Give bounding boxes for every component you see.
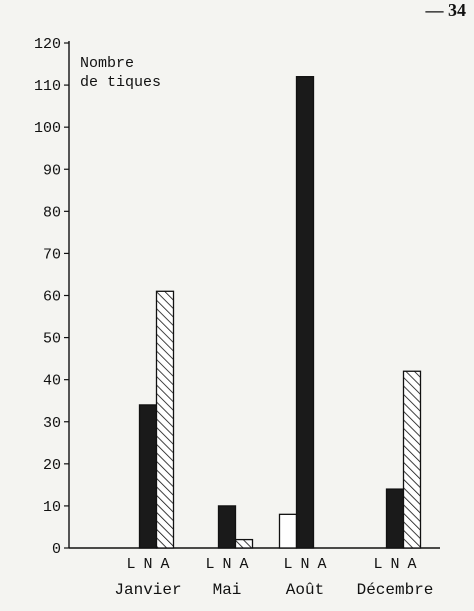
x-category-label-Août: Août bbox=[285, 581, 325, 599]
stage-label-Mai-L: L bbox=[205, 556, 215, 573]
y-tick-label-0: 0 bbox=[51, 541, 61, 558]
x-category-label-Mai: Mai bbox=[212, 581, 242, 599]
bar-Août-N bbox=[297, 77, 314, 548]
stage-label-Janvier-A: A bbox=[160, 556, 170, 573]
stage-label-Août-L: L bbox=[283, 556, 293, 573]
bar-Août-L bbox=[280, 514, 297, 548]
y-tick-label-110: 110 bbox=[33, 78, 61, 96]
stage-label-Août-N: N bbox=[300, 556, 310, 573]
bar-Mai-N bbox=[219, 506, 236, 548]
labels bbox=[80, 55, 433, 599]
y-tick-label-100: 100 bbox=[33, 120, 61, 138]
stage-label-Décembre-L: L bbox=[373, 556, 383, 573]
y-tick-label-20: 20 bbox=[42, 456, 61, 474]
page-number: — 34 bbox=[425, 0, 466, 20]
bar-Janvier-A bbox=[157, 291, 174, 548]
bar-Décembre-N bbox=[387, 489, 404, 548]
y-tick-label-90: 90 bbox=[42, 162, 61, 180]
stage-label-Août-A: A bbox=[317, 556, 327, 573]
y-tick-label-80: 80 bbox=[42, 204, 61, 222]
stage-label-Mai-N: N bbox=[222, 556, 232, 573]
stage-label-Décembre-A: A bbox=[407, 556, 417, 573]
stage-label-Janvier-N: N bbox=[143, 556, 153, 573]
y-axis-label-line-1: Nombre bbox=[80, 55, 135, 72]
y-tick-label-30: 30 bbox=[42, 414, 61, 432]
y-tick-label-60: 60 bbox=[42, 288, 61, 306]
y-tick-label-50: 50 bbox=[42, 330, 61, 348]
axes bbox=[34, 36, 440, 558]
y-tick-label-40: 40 bbox=[42, 372, 61, 390]
y-tick-label-10: 10 bbox=[42, 498, 61, 516]
bar-Décembre-A bbox=[404, 371, 421, 548]
bars bbox=[140, 77, 421, 548]
stage-label-Janvier-L: L bbox=[126, 556, 136, 573]
y-tick-label-120: 120 bbox=[33, 36, 61, 53]
stage-label-Mai-A: A bbox=[239, 556, 249, 573]
bar-Janvier-N bbox=[140, 405, 157, 548]
x-category-label-Janvier: Janvier bbox=[114, 581, 182, 599]
y-axis-label-line-2: de tiques bbox=[80, 74, 162, 91]
bar-Mai-A bbox=[236, 540, 253, 548]
stage-label-Décembre-N: N bbox=[390, 556, 400, 573]
y-tick-label-70: 70 bbox=[42, 246, 61, 264]
x-category-label-Décembre: Décembre bbox=[356, 581, 434, 599]
